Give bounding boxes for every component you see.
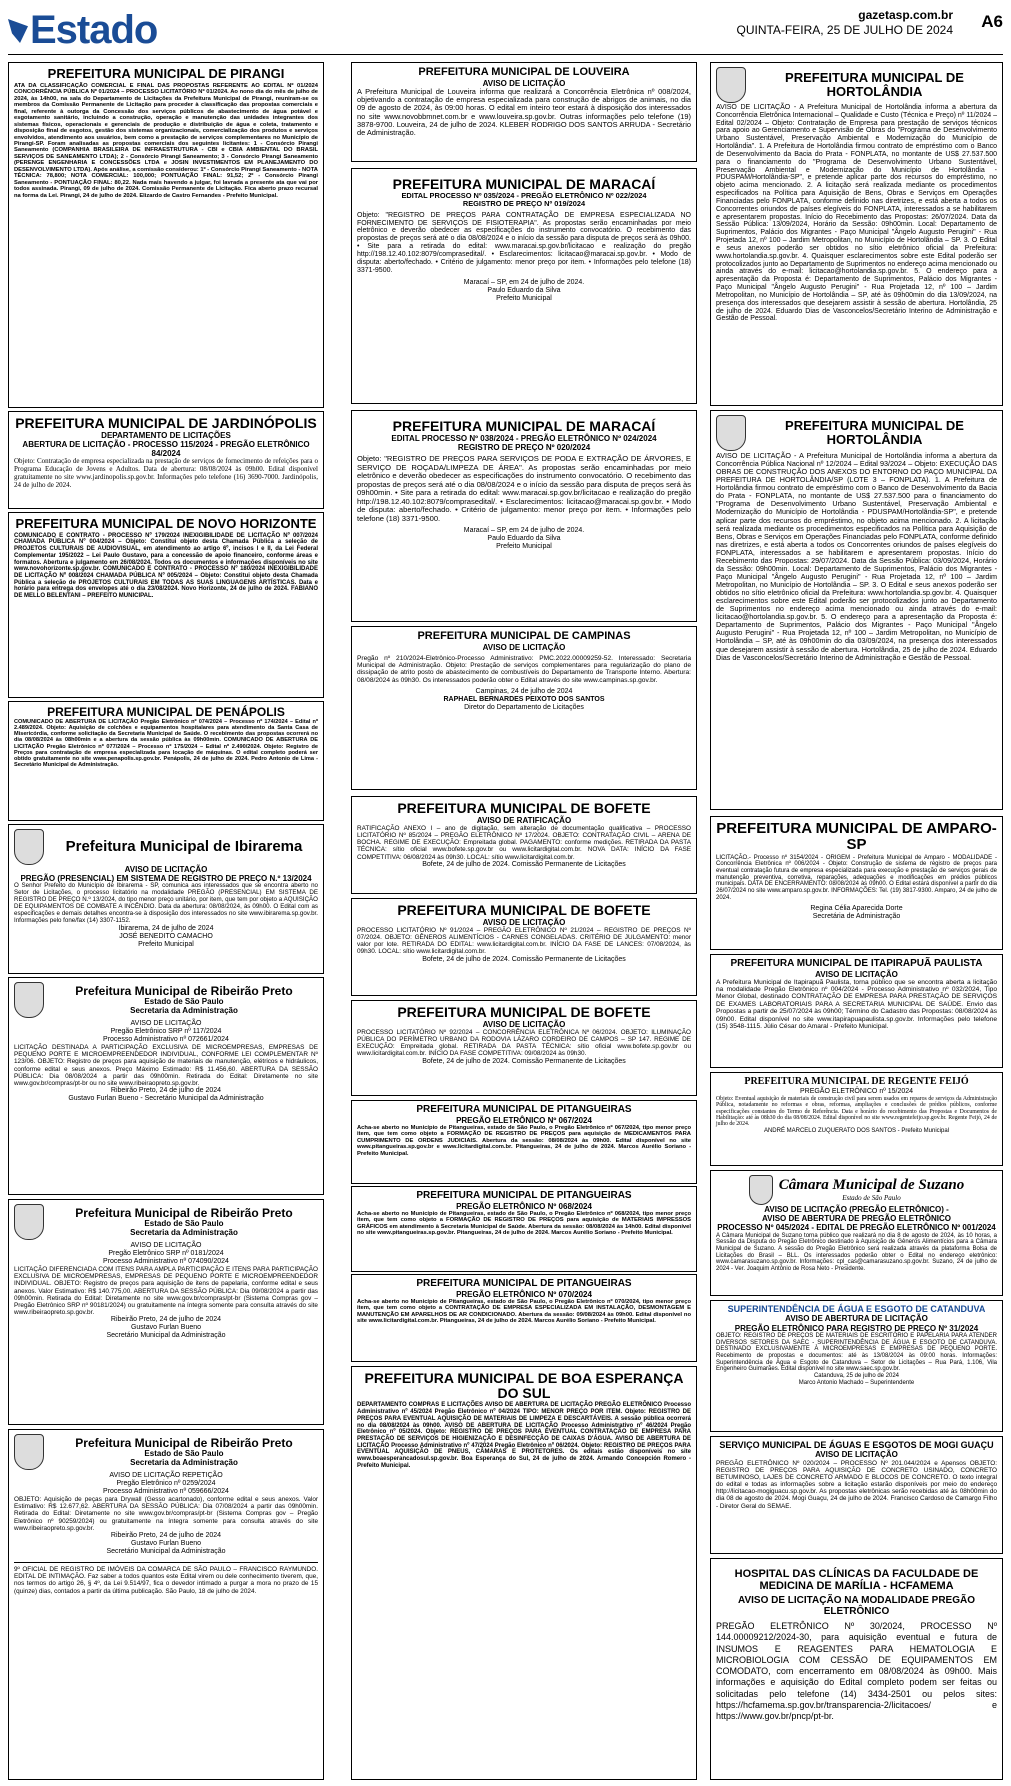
notice-place: Ribeirão Preto, 24 de julho de 2024 [110, 1532, 222, 1539]
notice-title: PREFEITURA MUNICIPAL DE CAMPINAS [417, 630, 631, 642]
notice-signer: Paulo Eduardo da Silva [487, 287, 561, 295]
notice-subtitle: DEPARTAMENTO DE LICITAÇÕES [101, 430, 231, 440]
notice-louveira [351, 62, 697, 162]
hortolandia-header [716, 415, 997, 451]
notice-subtitle: PREGÃO (PRESENCIAL) EM SISTEMA DE REGISTRO DE PREÇO N.º 13/2024 [20, 874, 312, 884]
notice-subtitle: AVISO DE LICITAÇÃO [482, 1019, 566, 1029]
notice-guas [710, 1436, 1003, 1554]
notice-place: Maracaí – SP, em 24 de julho de 2024. [463, 527, 585, 535]
notice-subtitle: AVISO DE LICITAÇÃO (PREGÃO ELETRÔNICO) - [764, 1205, 949, 1214]
notice-title-line3: AVISO DE LICITAÇÃO NA MODALIDADE PREGÃO ELETRÔNICO [737, 1595, 976, 1617]
site-info [736, 8, 953, 38]
notice-body: PROCESSO LICITATÓRIO Nº 91/2024 – PREGÃO ELETRÔNICO Nº 21/2024 – REGISTRO DE PREÇOS Nº 07/2024. OBJETO: GÊNEROS ALIMENTÍCIOS - CARNES CONGELADAS. CRITÉRIO DE JULGAMENTO: menor valor por lote. RETIRADA DO EDITAL: www.licitardigital.com.br. INÍCIO DA FASE DE LANCES: 07/08/2024, às 09h30. LOCAL: sítio www.licitardigital.com.br. [357, 926, 691, 956]
notice-ribeirao-preto-3 [8, 1429, 324, 1780]
notice-pitangueiras-2 [351, 1186, 697, 1272]
notice-body: Objeto: "REGISTRO DE PREÇOS PARA CONTRATAÇÃO DE EMPRESA ESPECIALIZADA NO FORNECIMENTO DE SERVIÇOS DE FISIOTERAPIA". As propostas serão encaminhadas por meio eletrônico e deverão obedecer as especificações do instrumento convocatório. O recebimento das propostas de preços será até o dia 08/08/2024 e o início da sessão para disputa de preços será às 09h00. • Site para a retirada do edital: www.maracai.sp.gov.br/licitacao e realização do pregão http://198.12.40.102:8079/comprasedital/. • Esclarecimentos: licitacao@maracai.sp.gov.br. • Modo de disputa: aberto/fechado. • Critério de julgamento: menor preço por item. • Informações pelo telefone (18) 3371-9500. [357, 211, 691, 274]
notice-subtitle: AVISO DE ABERTURA DE PREGÃO ELETRÔNICO [761, 1214, 952, 1224]
notice-place: Ibirarema, 24 de julho de 2024 [118, 925, 214, 932]
notice-body: RATIFICAÇÃO ANEXO I – ano de digitação, sem alteração de documentação qualificativa – PROCESSO LICITATÓRIO Nº 85/2024 – PREGÃO ELETRÔNICO Nº 17/2024. OBJETO: CONTRATAÇÃO CIVIL – ARENA DE BOCHA. REGIME DE EXECUÇÃO: Empreitada global. PAGAMENTO: conforme medições. RETIRADA DA PASTA TÉCNICA: sítio oficial www.bofete.sp.gov.br ou www.licitardigital.com.br. NOVA DATA: INÍCIO DA FASE COMPETITIVA: 06/08/2024 às 09h30. LOCAL: sítio www.licitardigital.com.br. [357, 824, 691, 861]
ribeirao-header [14, 1204, 318, 1240]
notice-body: Objeto: "REGISTRO DE PREÇOS PARA SERVIÇOS DE PODA E EXTRAÇÃO DE ÁRVORES, E SERVIÇO DE ROÇADA/LIMPEZA DE ÁREA". As propostas serão encaminhadas por meio eletrônico e deverão obedecer as especificações do instrumento convocatório. O recebimento das propostas de preços será até o dia 08/08/2024 e o início da sessão para disputa de preços será às 09h00min. • Site para a retirada do edital: www.maracai.sp.gov.br/licitacao e realização do pregão http://198.12.40.102:8079/comprasedital/. • Esclarecimentos: licitacao@maracai.sp.gov.br. • Modo de disputa: aberto/fechado. • Critério de julgamento: menor preço por item. • Informações pelo telefone (18) 3371-9500. [357, 454, 691, 523]
notice-title: PREFEITURA MUNICIPAL DE HORTOLÂNDIA [785, 70, 964, 99]
notice-amparo [710, 816, 1003, 950]
notice-title: SERVIÇO MUNICIPAL DE ÁGUAS E ESGOTOS DE MOGI GUAÇU [719, 1440, 994, 1450]
notice-subtitle: EDITAL PROCESSO Nº 038/2024 - PREGÃO ELETRÔNICO Nº 024/2024 [391, 433, 657, 443]
notice-title: PREFEITURA MUNICIPAL DE JARDINÓPOLIS [15, 415, 317, 431]
notice-body: A Prefeitura Municipal de Louveira informa que realizará a Concorrência Eletrônica nº 008/2024, objetivando a contratação de empresa especializada para construção de abrigos de animais, no dia 09 de agosto de 2024, às 09:00 horas. O edital em inteiro teor estará à disposição dos interessados no site www.novobbmnet.com.br e www.louveira.sp.gov.br. Outras informações pelo telefone (19) 3878-9700. Louveira, 24 de julho de 2024. KLEBER RODRIGO DOS SANTOS ARRUDA - Secretário de Administração. [357, 86, 691, 138]
notice-signer: Gustavo Furlan Bueno [130, 1324, 202, 1332]
ribeirao-header [14, 1434, 318, 1470]
notice-subtitle: REGISTRO DE PREÇO Nº 020/2024 [457, 442, 591, 452]
notice-body: PREGÃO ELETRÔNICO Nº 020/2024 – PROCESSO Nº 201.044/2024 e Apensos OBJETO: REGISTRO DE PREÇOS PARA AQUISIÇÃO DE CONCRETO USINADO, CONCRETO BETUMINOSO, LAJES DE CONCRETO ARMADO E BLOCOS DE CONCRETO. O texto integral do edital e todas as informações sobre a licitação estarão disponíveis por meio do endereço http://licitacao-mogiguacu.sp.gov.br. As propostas eletrônicas serão recebidas até às 08h00min do dia 08 de agosto de 2024. Mogi Guaçu, 24 de julho de 2024. Francisco Cardoso de Camargo Filho - Diretor Geral do SEMAE. [716, 1459, 997, 1510]
site-url: gazetasp.com.br [858, 8, 953, 22]
notice-role: Secretário Municipal da Administração [106, 1332, 226, 1340]
notice-signer: ANDRÉ MARCELO ZUQUERATO DOS SANTOS - Prefeito Municipal [763, 1127, 950, 1134]
notice-subtitle: AVISO DE LICITAÇÃO [130, 1242, 202, 1249]
notice-subtitle: AVISO DE LICITAÇÃO [482, 917, 566, 927]
notice-catanduva [710, 1300, 1003, 1432]
notice-subtitle: PREGÃO ELETRÔNICO Nº 067/2024 [456, 1115, 592, 1125]
notice-body: COMUNICADO DE ABERTURA DE LICITAÇÃO Pregão Eletrônico nº 074/2024 – Processo nº 174/2024 – Edital nº 2.489/2024. Objeto: Aquisição de colchões e equipamentos hospitalares para atendimento da Santa Casa de Misericórdia, conforme solicitação da Secretaria Municipal de Saúde. O recebimento das propostas ocorrerá no dia 08/08/2024 às 08h00min e a abertura da sessão pública às 09h00min. COMUNICADO DE ABERTURA DE LICITAÇÃO Pregão Eletrônico nº 077/2024 – Processo nº 175/2024 – Edital nº 2.490/2024. Objeto: Registro de Preços para contratação de empresa especializada para locação de máquinas. O edital completo poderá ser obtido gratuitamente no site www.penapolis.sp.gov.br. Penápolis, 24 de julho de 2024. Pedro Antonio de Lima - Secretário Municipal de Administração. [14, 718, 318, 769]
notice-subtitle: Secretaria da Administração [130, 1228, 238, 1238]
notice-role: Secretário Municipal da Administração [106, 1548, 226, 1556]
notice-body: A Prefeitura Municipal de Itapirapuã Paulista, torna público que se encontra aberta a licitação na modalidade Pregão Eletrônico nº 004/2024 - Processo Administrativo nº 032/2024, Tipo Menor Global, destinado CONTRATAÇÃO DE EMPRESA PARA PRESTAÇÃO DE SERVIÇOS DE EXAMES LABORATORIAIS PARA A SECRETARIA MUNICIPAL DE SAÚDE. Envio das Propostas a partir de 25/07/2024 às 09h00; Término do Cadastro das Propostas: 08/08/2024 às 09h00. Edital disponível no site www.itapirapuapaulista.sp.gov.br. Informações pelo telefone (15) 3548-1115. Júlio César do Amaral - Prefeito Municipal. [716, 978, 997, 1030]
notice-title: Prefeitura Municipal de Ibirarema [65, 838, 303, 856]
notice-subtitle: AVISO DE LICITAÇÃO [482, 78, 566, 88]
notice-line: Processo Administrativo nº 072661/2024 [103, 1036, 229, 1044]
notice-body: Acha-se aberto no Município de Pitangueiras, estado de São Paulo, o Pregão Eletrônico nº 067/2024, tipo menor preço item, que tem como objeto a FORMAÇÃO DE REGISTRO DE PREÇOS para aquisição de MEDICAMENTOS PARA CUMPRIMENTO DE ORDENS JUDICIAIS. Abertura da sessão: 08/08/2024 às 09h00. Edital disponível no site www.pitangueiras.sp.gov.br e www.licitardigital.com.br. Pitangueiras, 24 de julho de 2024. Marcos Aurélio Soriano - Prefeito Municipal. [357, 1124, 691, 1157]
notice-line: Pregão Eletrônico nº 0259/2024 [116, 1480, 216, 1488]
notice-title: PREFEITURA MUNICIPAL DE BOFETE [397, 800, 651, 816]
notice-place: Catanduva, 25 de julho de 2024 [813, 1373, 900, 1380]
notice-title: PREFEITURA MUNICIPAL DE MARACAÍ [392, 176, 656, 192]
notice-maracai-1 [351, 168, 697, 404]
notice-role: Diretor do Departamento de Licitações [464, 704, 584, 712]
notice-body: LICITAÇÃO DIFERENCIADA COM ITENS PARA AMPLA PARTICIPAÇÃO E ITENS PARA PARTICIPAÇÃO EXCLUSIVA DE MICROEMPRESAS, EMPRESAS DE PEQUENO PORTE E MICROEMPREENDEDOR INDIVIDUAL. OBJETO: Registro de preços para aquisição de itens de papelaria, conforme edital e seus anexos. Valor Estimativo: R$ 140.775,00. ABERTURA DA SESSÃO PÚBLICA: Dia 09/08/2024 a partir das 09h00min. Retirada do Edital: Diretamente no site www.gov.br/compras/pt-br (Sistema Compras gov – Pregão Eletrônico SRP nº 90181/2024) ou gratuitamente na íntegra somente para consulta através do site www.ribeiraopreto.sp.gov.br. [14, 1266, 318, 1317]
notice-maracai-2 [351, 410, 697, 622]
notice-subtitle: AVISO DE RATIFICAÇÃO [476, 815, 572, 825]
notice-penapolis [8, 701, 324, 821]
ribeirao-header [14, 982, 318, 1018]
notice-ribeirao-preto-2 [8, 1199, 324, 1425]
notice-novo-horizonte [8, 512, 324, 698]
notice-line: Processo Administrativo nº 059666/2024 [103, 1488, 229, 1496]
notice-place: Ribeirão Preto, 24 de julho de 2024 [110, 1316, 222, 1324]
notice-subtitle: AVISO DE LICITAÇÃO [124, 865, 208, 874]
notice-jardinopolis [8, 411, 324, 509]
logo-text: Estado [30, 8, 158, 52]
notice-hortolandia-2 [710, 410, 1003, 810]
edition-date: QUINTA-FEIRA, 25 DE JULHO DE 2024 [736, 23, 953, 37]
notice-title: PREFEITURA MUNICIPAL DE ITAPIRAPUÃ PAULISTA [730, 958, 983, 969]
notice-bofete-2 [351, 898, 697, 996]
notice-body: Objeto: Eventual aquisição de materiais de construção civil para serem usados em reparos de serviços da Administração Pública, notadamente no reformas e obras, reformas, ampliações e conclusões de prédios públicos, conforme especificações constantes do Termo de Referência. Data e horário do recebimento das Propostas e Documentos de Habilitação: até às 08h30 do dia 08/08/2024. Edital disponível no site www.regentefeijo.sp.gov.br. Regente Feijó, 24 de julho de 2024. [716, 1095, 997, 1128]
notice-subtitle: AVISO DE LICITAÇÃO [815, 1450, 898, 1460]
ribeirao-crest-icon [14, 982, 44, 1018]
notice-title: Prefeitura Municipal de Ribeirão Preto [75, 1205, 293, 1220]
notice-title: HOSPITAL DAS CLÍNICAS DA FACULDADE DE [734, 1568, 979, 1580]
notice-subtitle: AVISO DE LICITAÇÃO [815, 969, 898, 979]
notice-body: DEPARTAMENTO COMPRAS E LICITAÇÕES AVISO DE ABERTURA DE LICITAÇÃO PREGÃO ELETRÔNICO Processo Administrativo nº 45/2024 Pregão Eletrônico nº 04/2024 TIPO: MENOR PREÇO POR ITEM. Objeto: REGISTRO DE PREÇOS PARA EVENTUAL AQUISIÇÃO DE MATERIAIS DE LIMPEZA E DESCARTÁVEIS. A sessão pública ocorrerá no dia 08/08/2024 às 09h00. AVISO DE ABERTURA DE LICITAÇÃO Processo Administrativo nº 46/2024 Pregão Eletrônico nº 05/2024. Objeto: REGISTRO DE PREÇOS PARA EVENTUAL CONTRATAÇÃO DE EMPRESA PARA PRESTAÇÃO DE SERVIÇOS DE HIGIENIZAÇÃO E DESINFECÇÃO DE CAIXAS D'ÁGUA. AVISO DE ABERTURA DE LICITAÇÃO Processo Administrativo nº 47/2024 Pregão Eletrônico nº 06/2024. Objeto: REGISTRO DE PREÇOS PARA EVENTUAL AQUISIÇÃO DE PNEUS, CÂMARAS E PROTETORES. Os editais estão disponíveis no site www.boaesperancadosul.sp.gov.br. Boa Esperança do Sul, 24 de julho de 2024. Armando Concepción Romero - Prefeito Municipal. [357, 1402, 691, 1469]
notice-regente-feijo [710, 1072, 1003, 1166]
notice-title: PREFEITURA MUNICIPAL DE PIRANGI [47, 66, 285, 81]
notice-line: Processo Administrativo nº 074090/2024 [103, 1258, 229, 1266]
notice-ibirarema [8, 824, 324, 974]
notice-title: PREFEITURA MUNICIPAL DE LOUVEIRA [418, 66, 630, 78]
notice-title: Prefeitura Municipal de Ribeirão Preto [75, 1435, 293, 1450]
notice-subtitle: EDITAL PROCESSO Nº 035/2024 - PREGÃO ELETRÔNICO Nº 022/2024 [401, 190, 647, 200]
notice-bofete-3 [351, 1000, 697, 1096]
notice-pitangueiras-3 [351, 1274, 697, 1362]
notice-title: Câmara Municipal de Suzano [778, 1177, 965, 1194]
notice-body: Acha-se aberto no Município de Pitangueiras, estado de São Paulo, o Pregão Eletrônico nº 070/2024, tipo menor preço item, que tem como objeto a CONTRATAÇÃO DE EMPRESA ESPECIALIZADA EM INSTALAÇÃO, DESMONTAGEM E MANUTENÇÃO EM APARELHOS DE AR CONDICIONADO. Abertura da sessão: 09/08/2024 às 09h00. Edital disponível no site www.licitardigital.com.br. Pitangueiras, 24 de julho de 2024. Marcos Aurélio Soriano - Prefeito Municipal. [357, 1298, 691, 1325]
notice-title: PREFEITURA MUNICIPAL DE AMPARO-SP [716, 820, 997, 853]
notice-body: O Senhor Prefeito do Município de Ibirarema - SP, comunica aos interessados que se encontra aberto no Setor de Licitações, o processo licitatório na modalidade PREGÃO (PRESENCIAL) EM SISTEMA DE REGISTRO DE PREÇO N.º 13/2024, do tipo menor preço unitário, por item, que tem por objeto a AQUISIÇÃO DE EQUIPAMENTOS DE COMBATE A INCÊNDIO. Data da abertura: 08/08/2024, às 09h00. O Edital com as especificações e demais detalhes encontra-se à disposição dos interessados no site www.ibirarema.sp.gov.br. Informações pelo fone/fax (14) 3307-1152. [14, 882, 318, 925]
notice-subtitle: AVISO DE ABERTURA DE LICITAÇÃO [785, 1314, 928, 1324]
logo-bird-icon [8, 19, 28, 43]
header-rule [8, 54, 1003, 55]
masthead [0, 0, 1011, 58]
notice-body: LICITAÇÃO.- Processo nº 3154/2024 - ORIGEM - Prefeitura Municipal de Amparo - MODALIDADE - Concorrência Eletrônica nº 006/2024 - Objeto: Construção de sistema de registro de preços para eventual contratação futura de empresa especializada para execução e prestação de serviços gerais de manutenção preventiva, corretiva, reparações, adequações e modificações em prédios públicos municipais. DATA DE ENCERRAMENTO: 08/08/2024 às 09h00. O Edital estará disponível a partir do dia 26/07/2024 no site www.amparo.sp.gov.br. INFORMAÇÕES: Tel. (19) 3817-9300. Amparo, 24 de julho de 2024. [716, 854, 997, 901]
ibirarema-crest-icon [14, 829, 44, 865]
notice-subtitle: Secretaria da Administração [130, 1006, 238, 1016]
notice-subtitle: PREGÃO ELETRÔNICO PARA REGISTRO DE PREÇO Nº 31/2024 [734, 1323, 979, 1333]
notice-hortolandia-1 [710, 62, 1003, 406]
notice-body: OBJETO: REGISTRO DE PREÇOS DE MATERIAIS DE ESCRITÓRIO E PAPELARIA PARA ATENDER DIVERSOS SETORES DA SAEC - SUPERINTENDÊNCIA DE ÁGUA E ESGOTO DE CATANDUVA. DESTINADO EXCLUSIVAMENTE À MICROEMPRESAS E EMPRESAS DE PEQUENO PORTE. Recebimento de propostas e documentos: até às 13/08/2024 às 09:00 horas. Informações: Superintendência de Água e Esgoto de Catanduva – Setor de Licitações – Rua Pará, 1.106, Vila Engenheiro Guimarães. Edital disponível no site www.saec.sp.gov.br. [716, 1332, 997, 1373]
ribeirao-crest-icon [14, 1434, 44, 1470]
notice-body: AVISO DE LICITAÇÃO - A Prefeitura Municipal de Hortolândia informa a abertura da Concorrência Pública Nacional nº 12/2024 – Edital 93/2024 – Objeto: EXECUÇÃO DAS OBRAS DE CONSTRUÇÃO DOS ANEXOS DO ENTORNO DO PAÇO MUNICIPAL DA PREFEITURA DE HORTOLÂNDIA/SP (LOTE 3 – FONPLATA). 1. A Prefeitura de Hortolândia firmou contrato de empréstimo com o Banco de Desenvolvimento da Bacia do Prata - FONPLATA, no montante de US$ 27.537.500 para o financiamento do "Programa de Desenvolvimento Urbano Sustentável, Preservação Ambiental e Modernização do Município de Hortolândia - PDUSPAM/Hortolândia-SP", e pretende aplicar parte dos recursos do empréstimo, no objeto acima mencionado. 2. A licitação será realizada mediante os procedimentos especificados na Política para Aquisição de Bens, Obras e Serviços em Operações Financiadas pelo FONPLATA, conforme definido nas diretrizes, e está aberta a todos os Concorrentes oriundos de países elegíveis do FONPLATA, interessados a se habilitarem e apresentarem propostas. Início do Recebimento das Propostas: 29/07/2024. Data da Sessão Pública: 03/09/2024, Horário da Sessão: 09h00min. Local: Departamento de Suprimentos, Palácio dos Migrantes - Paço Municipal "Ângelo Augusto Perugini" - Rua Projetada 12, nº 100 – Jardim Metropolitan, no Município de Hortolândia – SP. 3. O Edital e seus anexos poderão ser obtidos no sítio eletrônico oficial da Prefeitura: www.hortolandia.sp.gov.br. 4. Quaisquer esclarecimentos sobre este Edital poderão ser protocolizados junto ao Departamento de Suprimentos no endereço acima mencionado ou ainda através do e-mail: licitacao@hortolandia.sp.gov.br. 5. O endereço para a apresentação da Proposta é: Departamento de Suprimentos, Palácio dos Migrantes - Paço Municipal "Ângelo Augusto Perugini" - Rua Projetada 12, nº 100 – Jardim Metropolitan, no Município de Hortolândia – SP, até às 09h00min do dia 03/09/2024, na presença dos interessados que desejarem assistir à sessão de abertura. Hortolândia, 25 de julho de 2024. Eduardo Dias de Vasconcelos/Secretário Interino de Administração e Gestão de Pessoal. [716, 451, 997, 662]
notice-title: PREFEITURA MUNICIPAL DE REGENTE FEIJÓ [744, 1076, 969, 1087]
hortolandia-crest-icon [716, 415, 746, 451]
notice-title: PREFEITURA MUNICIPAL DE PENÁPOLIS [47, 705, 285, 719]
notice-title-line2: MEDICINA DE MARÍLIA - HCFAMEMA [759, 1579, 954, 1592]
notice-body: A Câmara Municipal de Suzano torna público que realizará no dia 8 de agosto de 2024, às 10 horas, a Sessão da Disputa do Pregão Eletrônico destinado à Aquisição de Gêneros Alimentícios para a Câmara Municipal de Suzano. A sessão do Pregão Eletrônico será realizada através da plataforma Bolsa de Licitações do Brasil – BLL. Os interessados poderão obter o Edital no endereço eletrônico: www.camarasuzano.sp.gov.br. Informações: cpl_cas@camarasuzano.sp.gov.br. Suzano, 24 de julho de 2024 - Ver. Joaquim Antônio de Rosa Neto - Presidente. [716, 1232, 997, 1273]
notice-line: Pregão Eletrônico SRP nº 117/2024 [110, 1028, 222, 1036]
notice-itapirapua [710, 954, 1003, 1068]
notice-subtitle: Secretaria da Administração [130, 1458, 238, 1468]
suzano-crest-icon [749, 1175, 773, 1205]
notice-signer: JOSÉ BENEDITO CAMACHO [119, 933, 213, 941]
notice-subtitle: PREGÃO ELETRÔNICO Nº 068/2024 [456, 1201, 592, 1211]
notice-title: PREFEITURA MUNICIPAL DE MARACAÍ [392, 418, 656, 434]
estado-logo [8, 8, 157, 53]
notice-title: PREFEITURA MUNICIPAL DE PITANGUEIRAS [416, 1278, 632, 1289]
notice-title: PREFEITURA MUNICIPAL DE HORTOLÂNDIA [785, 418, 964, 447]
notice-body: OBJETO: Aquisição de peças para Drywall (Gesso acartonado), conforme edital e seus anexos. Valor Estimativo: R$ 12.677,62. ABERTURA DA SESSÃO PÚBLICA: Dia 07/08/2024 a partir das 09h00min. Retirada do Edital: Diretamente no site www.gov.br/compras/pt-br (Sistema Compras gov – Pregão Eletrônico nº 90259/2024) ou gratuitamente na íntegra somente para consulta através do site www.ribeiraopreto.sp.gov.br. [14, 1496, 318, 1532]
hortolandia-crest-icon [716, 67, 746, 103]
notice-extra: 9º OFICIAL DE REGISTRO DE IMÓVEIS DA COMARCA DE SÃO PAULO – FRANCISCO RAYMUNDO. EDITAL DE INTIMAÇÃO. Faz saber a todos quantos este Edital virem ou dele conhecimento tiverem, que, nos termos do artigo 26, § 4º, da Lei 9.514/97, fica o devedor intimado a purgar a mora no prazo de 15 (quinze) dias, contados a partir da última publicação. São Paulo, 18 de julho de 2024. [14, 1562, 318, 1595]
notice-title: PREFEITURA MUNICIPAL DE BOFETE [397, 1004, 651, 1020]
notice-body: PROCESSO LICITATÓRIO Nº 92/2024 – CONCORRÊNCIA ELETRÔNICA Nº 06/2024. OBJETO: ILUMINAÇÃO PÚBLICA DO PERÍMETRO URBANO DA RODOVIA LÁZARO CORDEIRO DE CAMPOS – SP 147. REGIME DE EXECUÇÃO: Empreitada global. RETIRADA DA PASTA TÉCNICA: sítio oficial www.bofete.sp.gov.br ou www.licitardigital.com.br. INÍCIO DA FASE COMPETITIVA: 09/08/2024 às 09h30. [357, 1028, 691, 1058]
notice-place: Bofete, 24 de julho de 2024. Comissão Permanente de Licitações [422, 860, 626, 868]
notice-title: PREFEITURA MUNICIPAL DE BOFETE [397, 902, 651, 918]
notice-body: AVISO DE LICITAÇÃO - A Prefeitura Municipal de Hortolândia informa a abertura da Concorrência Eletrônica Internacional – Qualidade e Custo (Técnica e Preço) nº 11/2024 – Edital 02/2024 – Objeto: Contratação de Empresa para prestação de serviços técnicos para apoio ao Gerenciamento e Supervisão de Obras do "Programa de Desenvolvimento Urbano Sustentável, Preservação Ambiental e Modernização do Município de Hortolândia". 1. A Prefeitura de Hortolândia firmou contrato de empréstimo com o Banco de Desenvolvimento da Bacia do Prata - FONPLATA, no montante de US$ 27.537.500 para o financiamento do "Programa de Desenvolvimento Urbano Sustentável, Preservação Ambiental e Modernização do Município de Hortolândia - PDUSPAM/Hortolândia-SP", e pretende aplicar parte dos recursos do empréstimo, no objeto acima mencionado. 2. A licitação será realizada mediante os procedimentos especificados na Política para Aquisição de Bens, Obras e Serviços em Operações Financiadas pelo FONPLATA, conforme definido nas diretrizes, e está aberta a todos os Concorrentes oriundos de países elegíveis do FONPLATA, interessados a se habilitarem e apresentarem propostas. Início do Recebimento das Propostas: 26/07/2024. Data da Sessão Pública: 13/09/2024, Horário da Sessão: 09h00min. Local: Departamento de Suprimentos, Palácio dos Migrantes - Paço Municipal "Ângelo Augusto Perugini" - Rua Projetada 12, nº 100 – Jardim Metropolitan, no Município de Hortolândia – SP. 3. O Edital e seus anexos poderão ser obtidos no sítio eletrônico oficial da Prefeitura: www.hortolandia.sp.gov.br. 4. Quaisquer esclarecimentos sobre este Edital poderão ser protocolizados junto ao Departamento de Suprimentos no endereço acima mencionado ou ainda através do e-mail: licitacao@hortolandia.sp.gov.br. 5. O endereço para a apresentação da Proposta é: Departamento de Suprimentos, Palácio dos Migrantes - Paço Municipal "Ângelo Augusto Perugini" - Rua Projetada 12, nº 100 – Jardim Metropolitan, no Município de Hortolândia – SP, até às 09h00min do dia 13/09/2024, na presença dos interessados que desejarem assistir à sessão de abertura. Hortolândia, 25 de julho de 2024. Eduardo Dias de Vasconcelos/Secretário Interino de Administração e Gestão de Pessoal. [716, 104, 997, 323]
notice-campinas [351, 626, 697, 790]
notice-place: Bofete, 24 de julho de 2024. Comissão Permanente de Licitações [422, 1057, 626, 1065]
notice-title: PREFEITURA MUNICIPAL DE BOA ESPERANÇA DO SUL [364, 1370, 684, 1401]
notice-title: PREFEITURA MUNICIPAL DE PITANGUEIRAS [416, 1190, 632, 1201]
notice-subtitle: ABERTURA DE LICITAÇÃO - PROCESSO 115/2024 - PREGÃO ELETRÔNICO 84/2024 [22, 439, 310, 459]
notice-hcfamema [710, 1558, 1003, 1780]
notice-body: Pregão nº 210/2024-Eletrônico-Processo Administrativo: PMC.2022.00009259-52. Interessado: Secretaria Municipal de Administração. Objeto: Prestação de serviços complementares para regularização do plano de dissipação de atrito posto de abastecimento de combustíveis do Departamento de Transporte Interno. Abertura: 08/08/2024 às 09h30. Os interessados poderão obter o Edital através do site www.campinas.sp.gov.br. [357, 654, 691, 684]
ibirarema-header [14, 829, 318, 865]
notice-subtitle: AVISO DE LICITAÇÃO REPETIÇÃO [109, 1472, 223, 1479]
notice-subtitle: PREGÃO ELETRÔNICO Nº 070/2024 [456, 1289, 592, 1299]
notice-body: LICITAÇÃO DESTINADA A PARTICIPAÇÃO EXCLUSIVA DE MICROEMPRESAS, EMPRESAS DE PEQUENO PORTE E MICROEMPREENDEDOR INDIVIDUAL, CONFORME LEI COMPLEMENTAR Nº 123/06. OBJETO: Registro de preços para aquisição de materiais de manutenção, elétricos e hidráulicos, conforme edital e seus anexos. Preço Máximo Estimado: R$ 11.456,60. ABERTURA DA SESSÃO PÚBLICA: Dia 08/08/2024 a partir das 09h00min. Retirada do Edital: Diretamente no site www.gov.br/compras/pt-br ou no site www.ribeiraopreto.sp.gov.br. [14, 1044, 318, 1087]
notice-signer: RAPHAEL BERNARDES PEIXOTO DOS SANTOS [443, 696, 605, 704]
notice-subtitle: PREGÃO ELETRÔNICO nº 15/2024 [799, 1087, 914, 1095]
notice-place: Bofete, 24 de julho de 2024. Comissão Permanente de Licitações [422, 955, 626, 963]
notice-title: PREFEITURA MUNICIPAL DE PITANGUEIRAS [416, 1104, 632, 1115]
notice-role: Prefeito Municipal [138, 941, 194, 949]
notice-role: Secretária de Administração [812, 912, 901, 920]
notice-body: Objeto: Contratação de empresa especializada na prestação de serviços de fornecimento de refeições para o Programa Educação de Jovens e Adultos. Data de abertura: 08/08/2024 às 09h00. Edital disponível gratuitamente no site www.jardinopolis.sp.gov.br. Informações pelo telefone (16) 3690-7000. Jardinópolis, 24 de julho de 2024. [14, 457, 318, 489]
notice-boa-esperanca [351, 1366, 697, 1780]
ribeirao-crest-icon [14, 1204, 44, 1240]
notice-title: SUPERINTENDÊNCIA DE ÁGUA E ESGOTO DE CATANDUVA [727, 1304, 986, 1314]
notice-signer: Paulo Eduardo da Silva [487, 535, 561, 543]
notice-bofete-1 [351, 796, 697, 894]
notice-role: Prefeito Municipal [496, 295, 552, 303]
notice-signer: Marco Antonio Machado – Superintendente [798, 1380, 915, 1387]
notice-body: COMUNICADO E CONTRATO - PROCESSO Nº 179/2024 INEXIGIBILIDADE DE LICITAÇÃO Nº 007/2024 CHAMADA PÚBLICA Nº 004/2024 – Objeto: Constitui objeto desta Chamada Pública a seleção de PROJETOS CULTURAIS DE AUDIOVISUAL, em atendimento ao artigo 6º, incisos I e II, da Lei Federal Complementar 195/2022 – Lei Paulo Gustavo, para a concessão de apoio financeiro, conforme áreas e formatos. Abertura e julgamento em 26/08/2024. Todos os documentos e informações disponíveis no site www.novohorizonte.sp.gov.br. COMUNICADO E CONTRATO - PROCESSO Nº 180/2024 INEXIGIBILIDADE DE LICITAÇÃO Nº 008/2024 CHAMADA PÚBLICA Nº 005/2024 – Objeto: Constitui objeto desta Chamada Pública a seleção de PROJETOS CULTURAIS EM TODAS AS SUAS LINGUAGENS ARTÍSTICAS. Data e horário para entrega dos envelopes até o dia 23/08/2024. Novo Horizonte, 24 de julho de 2024. FABIANO DE MELLO BELENTANI – PREFEITO MUNICIPAL. [14, 532, 318, 600]
notice-body: Acha-se aberto no Município de Pitangueiras, estado de São Paulo, o Pregão Eletrônico nº 068/2024, tipo menor preço item, que tem como objeto a FORMAÇÃO DE REGISTRO DE PREÇOS para aquisição de MATERIAIS IMPRESSOS GRÁFICOS em atendimento à Secretaria Municipal de Saúde. Abertura da sessão: 08/08/2024 às 14h00. Edital disponível no site www.pitangueiras.sp.gov.br. Pitangueiras, 24 de julho de 2024. Marcos Aurélio Soriano - Prefeito Municipal. [357, 1210, 691, 1237]
notice-subtitle: REGISTRO DE PREÇO Nº 019/2024 [462, 199, 586, 209]
notice-body: ATA DA CLASSIFICAÇÃO COMERCIAL E FINAL DAS PROPOSTAS REFERENTE AO EDITAL Nº 01/2024 CONCORRÊNCIA PÚBLICA Nº 01/2024 – PROCESSO LICITATÓRIO Nº 01/2024. Ao nono dia do mês de julho de 2024, às 14h00, na sala do Departamento de Licitações da Prefeitura Municipal de Pirangi, reuniram-se os membros da Comissão Permanente de Licitação para proceder à classificação das propostas comerciais e final, referente à outorga da Concessão dos serviços públicos de abastecimento de água potável e esgotamento sanitário, incluindo a construção, operação e manutenção das unidades integrantes dos sistemas físicos, operacionais e gerenciais de produção e distribuição de água e coleta, tratamento e disposição final de esgotos, gestão dos sistemas organizacionais, comercialização dos produtos e serviços envolvidos, atendimento aos usuários, bem como a prestação de serviços complementares no Município de Pirangi-SP. Foram analisadas as propostas comerciais dos seguintes licitantes: 1 - Consórcio Pirangi Saneamento (COMPANHIA BRASILEIRA DE INFRAESTRUTURA - CBI e CBIA AMBIENTAL DO BRASIL SERVIÇOS DE SANEAMENTO LTDA); 2 - Consórcio Pirangi Saneamento; 3 - Consórcio Pirangi Saneamento (PERENGE ENGENHARIA E CONCESSÕES LTDA e JOSIN INVESTIMENTOS EM PLANEJAMENTO DO DESENVOLVIMENTO LTDA). Após análise, a comissão considerou: 1º - Consórcio Pirangi Saneamento - NOTA TÉCNICA: 78,800; NOTA COMERCIAL: 100,000; PONTUAÇÃO FINAL: 91,52; 2º - Consórcio Pirangi Saneamento - PONTUAÇÃO FINAL: 80,22. Nada mais havendo a julgar, foi lavrada a presente ata que vai por todos assinada. Pirangi, 09 de julho de 2024. Comissão Permanente de Licitação. Fica aberto prazo recursal na forma da Lei. Pirangi, 24 de julho de 2024. Elizardo de Castro Fernandes - Prefeito Municipal. [14, 82, 318, 199]
notice-subtitle: Estado de São Paulo [144, 1219, 224, 1229]
notice-role: Prefeito Municipal [496, 543, 552, 551]
notice-place: Campinas, 24 de julho de 2024 [475, 688, 573, 696]
page-number: A6 [981, 12, 1003, 31]
notice-subtitle: Estado de São Paulo [144, 997, 224, 1007]
notice-signer: Gustavo Furlan Bueno - Secretário Municipal da Administração [68, 1095, 264, 1103]
notice-pitangueiras-1 [351, 1100, 697, 1184]
notice-pirangi [8, 62, 324, 408]
notice-motto: Estado de São Paulo [842, 1193, 901, 1202]
notice-signer: Gustavo Furlan Bueno [130, 1540, 202, 1548]
notice-line: Pregão Eletrônico SRP nº 0181/2024 [108, 1250, 224, 1258]
suzano-header [716, 1175, 997, 1205]
notice-place: Maracaí – SP, em 24 de julho de 2024. [463, 279, 585, 287]
notice-signer: Regina Célia Aparecida Dorte [810, 904, 903, 912]
notice-subtitle: AVISO DE LICITAÇÃO [482, 642, 566, 652]
notice-subtitle: AVISO DE LICITAÇÃO [130, 1020, 202, 1027]
hortolandia-header [716, 67, 997, 103]
notice-title: PREFEITURA MUNICIPAL DE NOVO HORIZONTE [15, 516, 317, 531]
notice-subtitle: Estado de São Paulo [144, 1449, 224, 1459]
notice-ribeirao-preto-1 [8, 977, 324, 1195]
notice-subtitle: PROCESSO Nº 045/2024 - EDITAL DE PREGÃO ELETRÔNICO Nº 001/2024 [717, 1223, 996, 1233]
notice-body: PREGÃO ELETRÔNICO Nº 30/2024, PROCESSO Nº 144.00009212/2024-30, para aquisição eventual e futura de INSUMOS E REAGENTES PARA HEMATOLOGIA E MICROBIOLOGIA COM CESSÃO DE EQUIPAMENTOS EM COMODATO, com encerramento em 08/08/2024 às 09h00. Mais informações e aquisição do Edital completo podem ser feitas ou solicitadas pelo telefone (14) 3434-2501 ou pelos sites: https://hcfamema.sp.gov.br/transparencia-2/licitacoes/ e https://www.gov.br/pncp/pt-br. [716, 1621, 997, 1722]
notice-suzano [710, 1170, 1003, 1296]
notice-place: Ribeirão Preto, 24 de julho de 2024 [110, 1087, 222, 1095]
notice-title: Prefeitura Municipal de Ribeirão Preto [75, 983, 293, 998]
